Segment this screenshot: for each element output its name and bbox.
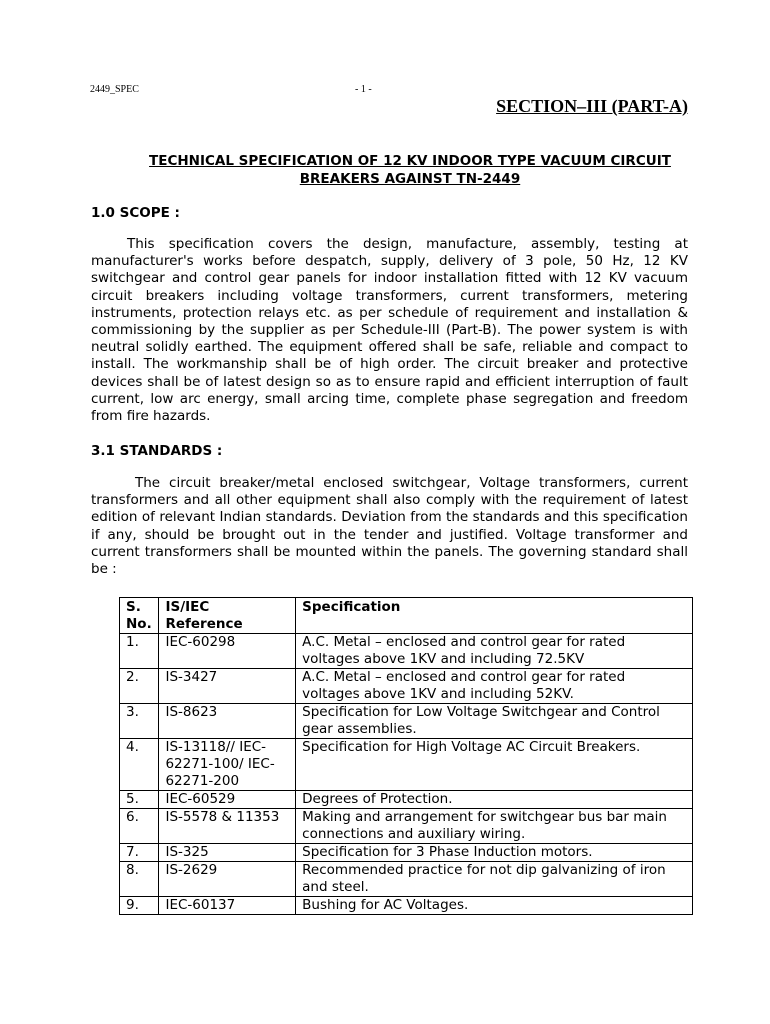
cell-reference: IEC-60298: [159, 634, 296, 669]
cell-sno: 4.: [120, 739, 159, 791]
cell-reference: IS-2629: [159, 862, 296, 897]
table-row: [120, 704, 693, 739]
standards-table: [119, 597, 693, 915]
table-header-row: [120, 598, 693, 634]
cell-sno: 6.: [120, 809, 159, 844]
cell-specification: Specification for 3 Phase Induction motors.: [296, 844, 693, 862]
cell-specification: A.C. Metal – enclosed and control gear for rated voltages above 1KV and including 72.5KV: [296, 634, 693, 669]
cell-specification: Specification for Low Voltage Switchgear and Control gear assemblies.: [296, 704, 693, 739]
document-title: TECHNICAL SPECIFICATION OF 12 KV INDOOR TYPE VACUUM CIRCUIT BREAKERS AGAINST TN-2449: [149, 153, 671, 187]
table-row: [120, 634, 693, 669]
section-title: SECTION–III (PART-A): [496, 96, 688, 116]
cell-sno: 7.: [120, 844, 159, 862]
cell-reference: IS-325: [159, 844, 296, 862]
cell-specification: Bushing for AC Voltages.: [296, 897, 693, 915]
cell-specification: Degrees of Protection.: [296, 791, 693, 809]
cell-reference: IS-5578 & 11353: [159, 809, 296, 844]
cell-sno: 1.: [120, 634, 159, 669]
table-row: [120, 791, 693, 809]
standards-heading: 3.1 STANDARDS :: [91, 443, 223, 459]
doc-code: 2449_SPEC: [90, 84, 139, 95]
cell-reference: IEC-60529: [159, 791, 296, 809]
cell-sno: 2.: [120, 669, 159, 704]
table-row: [120, 739, 693, 791]
scope-text: This specification covers the design, manufacture, assembly, testing at manufacturer's works before despatch, supply, delivery of 3 pole, 50 Hz, 12 KV switchgear and control gear panels for indoor installation fitted with 12 KV vacuum circuit breakers including voltage transformers, current transformers, metering instruments, protection relays etc. as per schedule of requirement and installation & commissioning by the supplier as per Schedule-III (Part-B). The power system is with neutral solidly earthed. The equipment offered shall be safe, reliable and compact to install. The workmanship shall be of high order. The circuit breaker and protective devices shall be of latest design so as to ensure rapid and efficient interruption of fault current, low arc energy, small arcing time, complete phase segregation and freedom from fire hazards.: [91, 236, 688, 425]
table-row: [120, 844, 693, 862]
table-row: [120, 897, 693, 915]
scope-heading: 1.0 SCOPE :: [91, 205, 180, 221]
cell-sno: 8.: [120, 862, 159, 897]
table-row: [120, 862, 693, 897]
cell-specification: Making and arrangement for switchgear bus bar main connections and auxiliary wiring.: [296, 809, 693, 844]
cell-reference: IEC-60137: [159, 897, 296, 915]
header-specification: Specification: [296, 598, 693, 634]
cell-reference: IS-13118// IEC-62271-100/ IEC-62271-200: [159, 739, 296, 791]
header-reference: IS/IEC Reference: [159, 598, 296, 634]
cell-sno: 9.: [120, 897, 159, 915]
cell-specification: A.C. Metal – enclosed and control gear for rated voltages above 1KV and including 52KV.: [296, 669, 693, 704]
table-row: [120, 809, 693, 844]
cell-specification: Recommended practice for not dip galvanizing of iron and steel.: [296, 862, 693, 897]
cell-reference: IS-8623: [159, 704, 296, 739]
standards-text: The circuit breaker/metal enclosed switchgear, Voltage transformers, current transformers and all other equipment shall also comply with the requirement of latest edition of relevant Indian standards. Deviation from the standards and this specification if any, should be brought out in the tender and justified. Voltage transformer and current transformers shall be mounted within the panels. The governing standard shall be :: [91, 475, 688, 578]
cell-sno: 3.: [120, 704, 159, 739]
cell-sno: 5.: [120, 791, 159, 809]
header-sno: S. No.: [120, 598, 159, 634]
table-row: [120, 669, 693, 704]
cell-reference: IS-3427: [159, 669, 296, 704]
page-number: - 1 -: [355, 84, 372, 95]
standards-paragraph: [91, 475, 688, 578]
scope-paragraph: [91, 236, 688, 425]
cell-specification: Specification for High Voltage AC Circuit Breakers.: [296, 739, 693, 791]
